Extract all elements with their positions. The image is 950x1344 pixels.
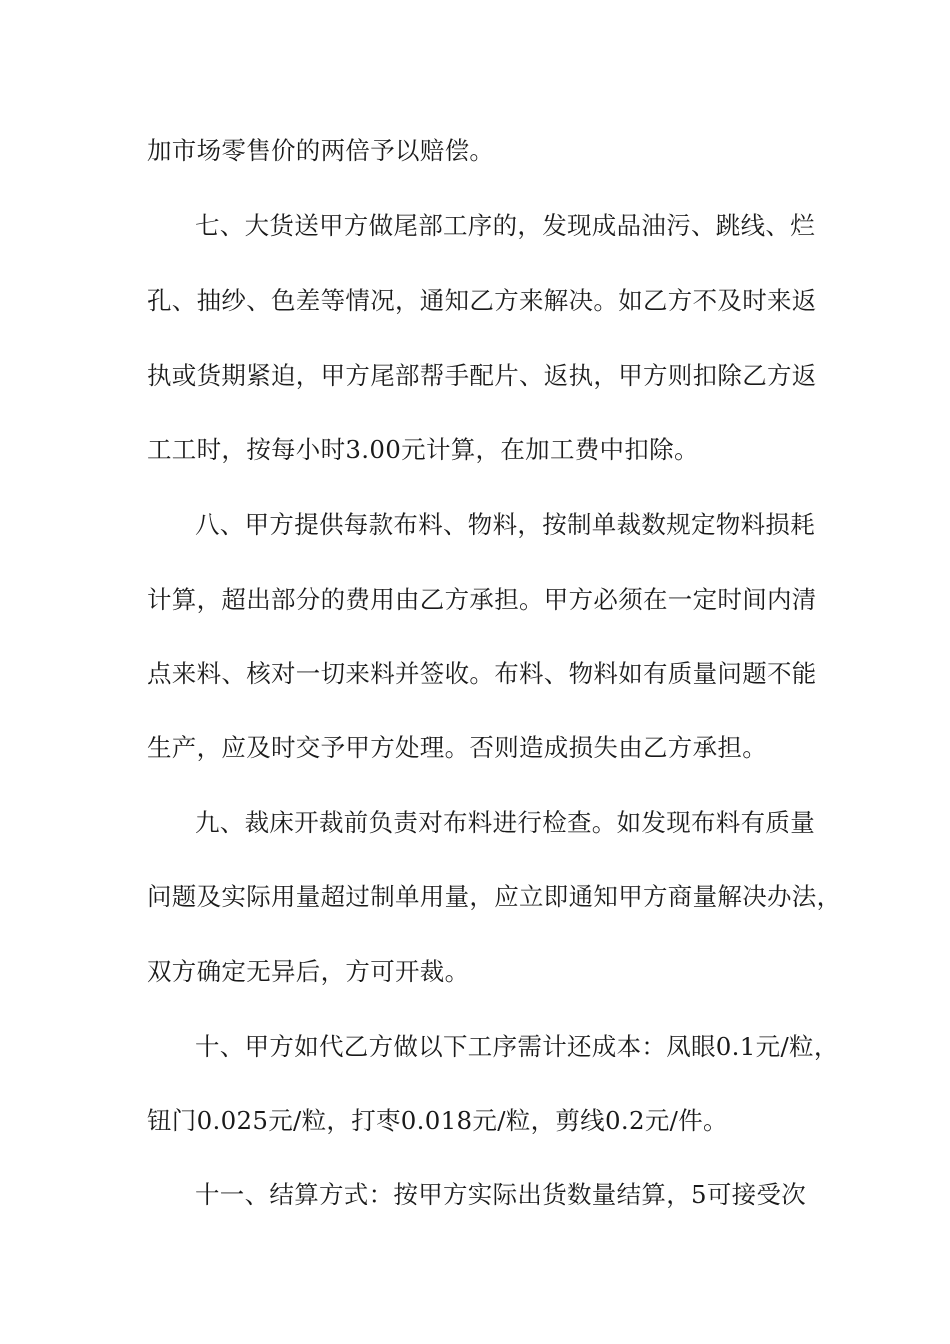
text-line: 执或货期紧迫，甲方尾部帮手配片、返执，甲方则扣除乙方返 xyxy=(147,361,817,390)
text-line: 双方确定无异后，方可开裁。 xyxy=(147,957,470,986)
paragraph-8-start: 八、甲方提供每款布料、物料，按制单裁数规定物料损耗 xyxy=(195,510,815,539)
text-line: 钮门0.025元/粒，打枣0.018元/粒，剪线0.2元/件。 xyxy=(147,1106,728,1135)
text-line: 计算，超出部分的费用由乙方承担。甲方必须在一定时间内清 xyxy=(147,585,817,614)
paragraph-11-start: 十一、结算方式：按甲方实际出货数量结算，5可接受次 xyxy=(195,1180,807,1209)
paragraph-9-start: 九、裁床开裁前负责对布料进行检查。如发现布料有质量 xyxy=(195,808,815,837)
text-line: 生产，应及时交予甲方处理。否则造成损失由乙方承担。 xyxy=(147,733,767,762)
text-line: 工工时，按每小时3.00元计算，在加工费中扣除。 xyxy=(147,435,699,464)
text-line: 孔、抽纱、色差等情况，通知乙方来解决。如乙方不及时来返 xyxy=(147,286,817,315)
paragraph-10-start: 十、甲方如代乙方做以下工序需计还成本：凤眼0.1元/粒， xyxy=(195,1032,839,1061)
text-line: 加市场零售价的两倍予以赔偿。 xyxy=(147,136,495,165)
paragraph-7-start: 七、大货送甲方做尾部工序的，发现成品油污、跳线、烂 xyxy=(195,211,815,240)
text-line: 问题及实际用量超过制单用量，应立即通知甲方商量解决办法， xyxy=(147,882,842,911)
text-line: 点来料、核对一切来料并签收。布料、物料如有质量问题不能 xyxy=(147,659,817,688)
